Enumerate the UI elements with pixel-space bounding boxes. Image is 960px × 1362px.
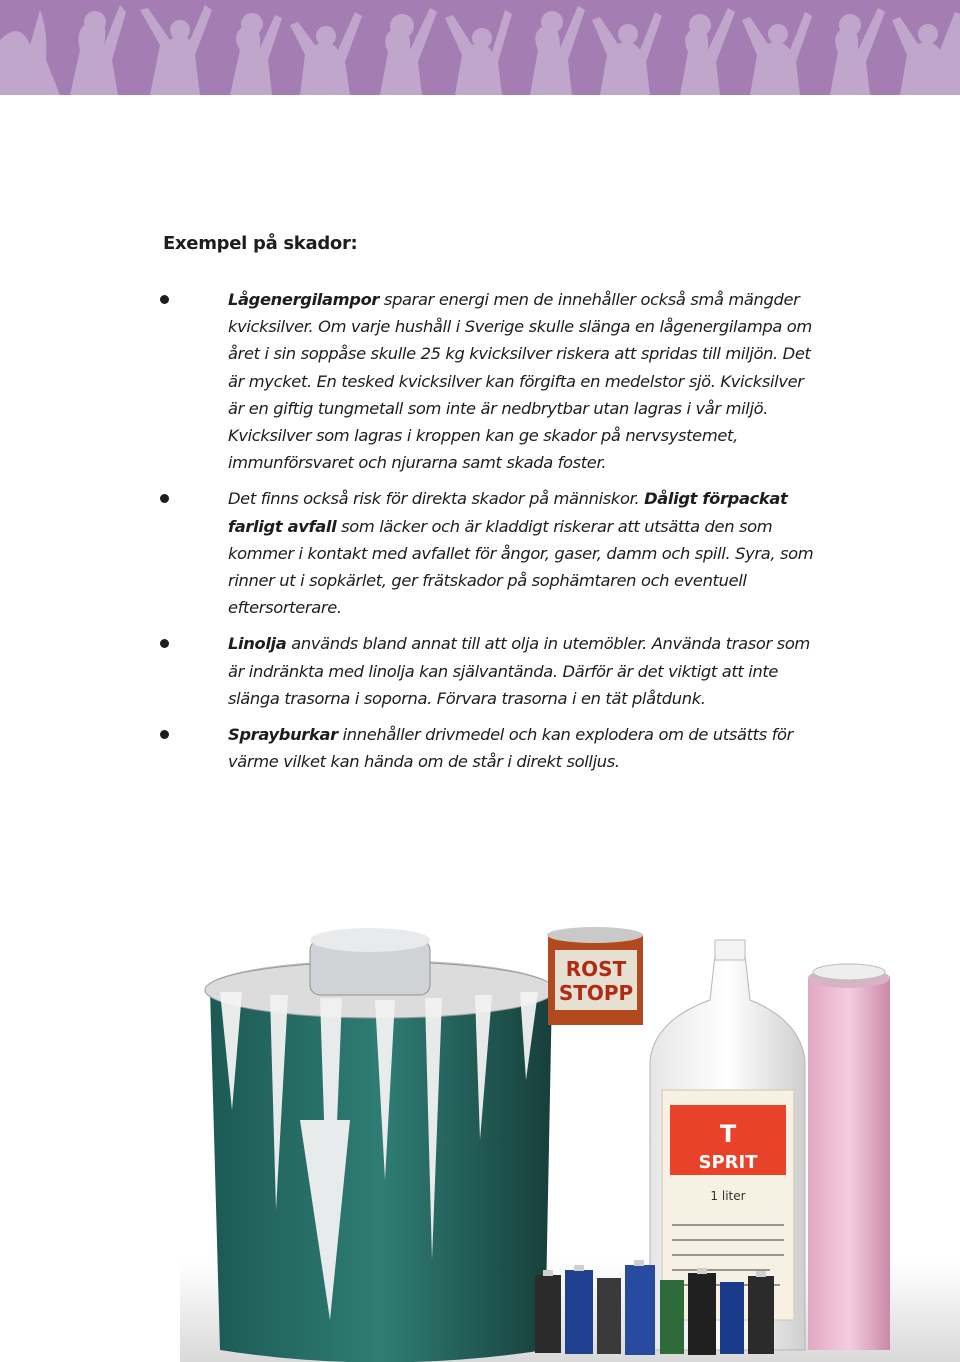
rust-can-label-1: ROST [565,957,627,981]
item-text: som läcker och är kladdigt riskerar att utsätta den som kommer i kontakt med avfallet för ångor, gaser, damm och spill. Syra, som rinner ut i sopkärlet, ger frätskador på sophämtaren och eventuell eftersorterare. [228,516,814,618]
paint-can [205,928,555,1362]
hazardous-waste-photo [180,880,960,1362]
rust-paint-can [547,927,643,1025]
list-item [160,286,820,476]
header-banner [0,0,960,95]
section-heading: Exempel på skador: [163,233,358,254]
bullet-icon [160,639,169,648]
list-item [160,721,820,775]
item-lead: Sprayburkar [228,725,338,745]
item-text: används bland annat till att olja in utemöbler. Använda trasor som är indränkta med linolja kan självantända. Därför är det viktigt att inte slänga trasorna i soporna. Förvara trasorna i en tät plåtdunk. [228,634,810,708]
list-item [160,630,820,712]
bullet-icon [160,295,169,304]
list-item [160,485,820,621]
item-lead: Linolja [228,634,287,654]
bullet-icon [160,494,169,503]
item-text: innehåller drivmedel och kan explodera om de utsätts för värme vilket kan hända om de står i direkt solljus. [228,725,794,772]
item-text: sparar energi men de innehåller också små mängder kvicksilver. Om varje hushåll i Sverige skulle slänga en lågenergilampa om året i sin soppåse skulle 25 kg kvicksilver riskera att spridas till miljön. Det är mycket. En tesked kvicksilver kan förgifta en medelstor sjö. Kvicksilver är en giftig tungmetall som inte är nedbrytbar utan lagras i vår miljö. Kvicksilver som lagras i kroppen kan ge skador på nervsystemet, immunförsvaret och njurarna samt skada foster. [228,290,812,473]
rust-can-label-2: STOPP [558,981,634,1005]
dancing-silhouettes-image [0,0,960,95]
spirit-name: SPRIT [698,1152,758,1173]
item-lead: Dåligt förpackat farligt avfall [228,489,788,536]
bullet-icon [160,730,169,739]
item-pre: Det finns också risk för direkta skador på människor. [228,489,645,509]
spirit-brand-letter: T [719,1120,737,1148]
spirit-volume: 1 liter [710,1189,746,1203]
damage-examples-list [160,286,820,784]
item-lead: Lågenergilampor [228,290,380,309]
spray-can [808,964,890,1350]
